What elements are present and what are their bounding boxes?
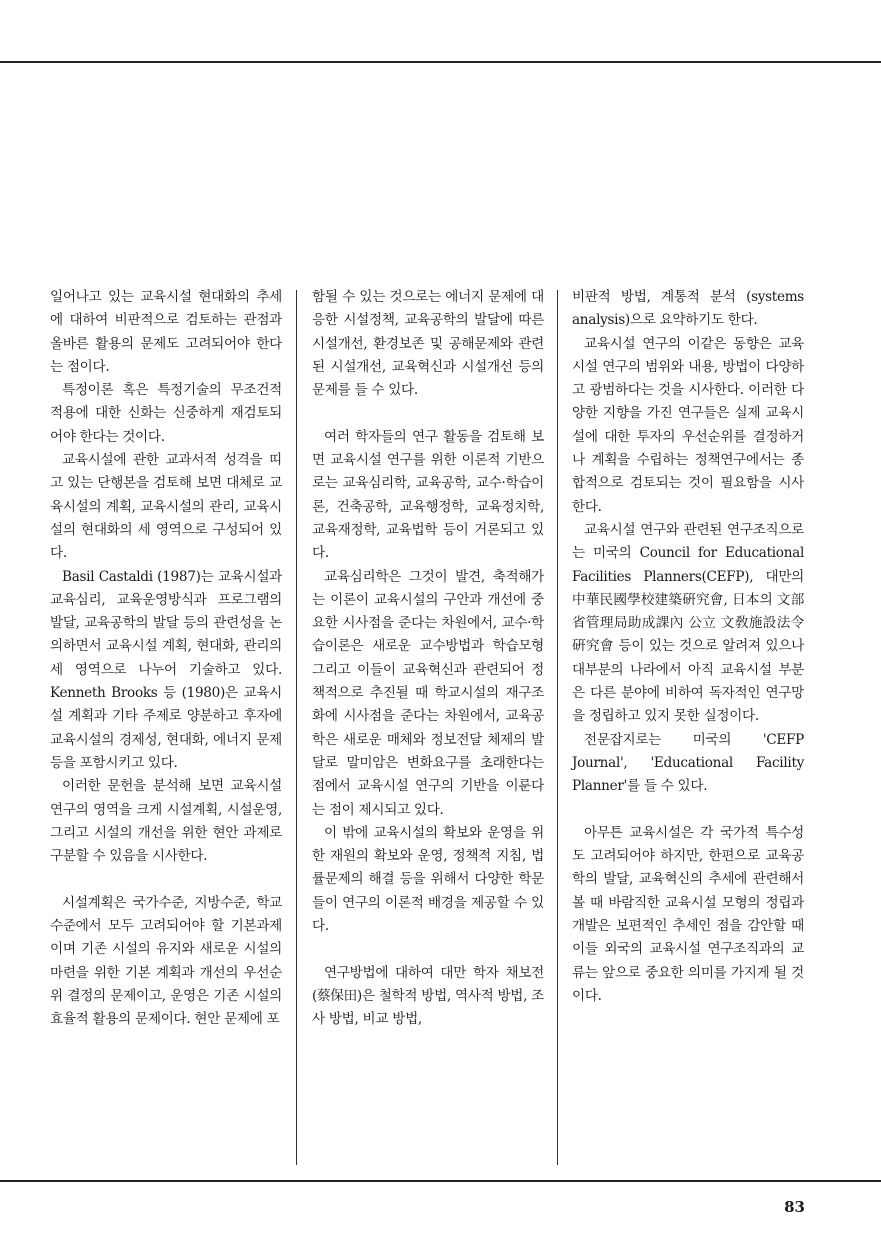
text-column-2 [312, 286, 544, 1032]
paragraph: 교육시설에 관한 교과서적 성격을 띠고 있는 단행본을 검토해 보면 대체로 교육시설의 계획, 교육시설의 관리, 교육시설의 현대화의 세 영역으로 구성되어 있다. [50, 452, 282, 562]
paragraph: 연구방법에 대하여 대만 학자 채보전(蔡保田)은 철학적 방법, 역사적 방법, 조사 방법, 비교 방법, [312, 964, 545, 1028]
top-rule [0, 61, 881, 63]
paragraph: 비판적 방법, 계통적 분석 (systems analysis)으로 요약하기도 한다. [572, 289, 804, 329]
column-divider [296, 290, 297, 1165]
column-divider [557, 290, 558, 1165]
paragraph: 시설계획은 국가수준, 지방수준, 학교수준에서 모두 고려되어야 할 기본과제이며 기존 시설의 유지와 새로운 시설의 마련을 위한 기본 계획과 개선의 우선순위 결정의 문제이고, 운영은 기존 시설의 효율적 활용의 문제이다. 현안 문제에 포 [50, 894, 282, 1028]
paragraph: 이러한 문헌을 분석해 보면 교육시설 연구의 영역을 크게 시설계획, 시설운영, 그리고 시설의 개선을 위한 현안 과제로 구분할 수 있음을 시사한다. [50, 778, 282, 865]
text-column-3 [572, 286, 804, 1008]
page-number: 83 [784, 1198, 805, 1216]
bottom-rule [0, 1180, 881, 1182]
paragraph: 이 밖에 교육시설의 확보와 운영을 위한 재원의 확보와 운영, 정책적 지침, 법률문제의 해결 등을 위해서 다양한 학문들이 연구의 이론적 배경을 제공할 수 있다. [312, 824, 544, 935]
text-column-1 [50, 286, 282, 1032]
paragraph: 교육시설 연구와 관련된 연구조직으로는 미국의 Council for Educational Facilities Planners(CEFP), 대만의 中華民國學校建築硏究會, 日本의 文部省管理局助成課內 公立 文敎施設法令硏究會 등이 있는 것으로 알려져 있으나 대부분의 나라에서 아직 교육시설 부분은 다른 분야에 비하여 독자적인 연구망을 정립하고 있지 못한 실정이다. [572, 521, 804, 725]
paragraph: 교육심리학은 그것이 발견, 축적해가는 이론이 교육시설의 구안과 개선에 중요한 시사점을 준다는 차원에서, 교수·학습이론은 새로운 교수방법과 학습모형 그리고 이들이 교육혁신과 관련되어 정책적으로 추진될 때 학교시설의 재구조화에 시사점을 준다는 차원에서, 교육공학은 새로운 매체와 정보전달 체제의 발달로 말미암은 변화요구를 초래한다는 점에서 교육시설 연구의 기반을 이룬다는 점이 제시되고 있다. [312, 568, 544, 818]
paragraph: 여러 학자들의 연구 활동을 검토해 보면 교육시설 연구를 위한 이론적 기반으로는 교육심리학, 교육공학, 교수·학습이론, 건축공학, 교육행정학, 교육정치학, 교육재정학, 교육법학 등이 거론되고 있다. [312, 428, 544, 562]
paragraph: 교육시설 연구의 이같은 동향은 교육시설 연구의 범위와 내용, 방법이 다양하고 광범하다는 것을 시사한다. 이러한 다양한 지향을 가진 연구들은 실제 교육시설에 대한 투자의 우선순위를 결정하거나 계획을 수립하는 정책연구에서는 종합적으로 검토되는 것이 필요함을 시사한다. [572, 335, 804, 515]
paragraph: 함될 수 있는 것으로는 에너지 문제에 대응한 시설정책, 교육공학의 발달에 따른 시설개선, 환경보존 및 공해문제와 관련된 시설개선, 교육혁신과 시설개선 등의 문제를 들 수 있다. [312, 289, 544, 399]
paragraph: 전문잡지로는 미국의 'CEFP Journal', 'Educational Facility Planner'를 들 수 있다. [572, 731, 804, 795]
paragraph: 일어나고 있는 교육시설 현대화의 추세에 대하여 비판적으로 검토하는 관점과 올바른 활용의 문제도 고려되어야 한다는 점이다. [50, 289, 282, 375]
paragraph: 아무튼 교육시설은 각 국가적 특수성도 고려되어야 하지만, 한편으로 교육공학의 발달, 교육혁신의 추세에 관련해서 볼 때 바람직한 교육시설 모형의 정립과 개발은 보편적인 추세인 점을 감안할 때 이들 외국의 교육시설 연구조직과의 교류는 앞으로 중요한 의미를 가지게 될 것이다. [572, 824, 804, 1004]
paragraph: Basil Castaldi (1987)는 교육시설과 교육심리, 교육운영방식과 프로그램의 발달, 교육공학의 발달 등의 관련성을 논의하면서 교육시설 계획, 현대화, 관리의 세 영역으로 나누어 기술하고 있다. Kenneth Brooks 등 (1980)은 교육시설 계획과 기타 주제로 양분하고 후자에 교육시설의 경제성, 현대화, 에너지 문제 등을 포함시키고 있다. [50, 568, 282, 771]
paragraph: 특정이론 혹은 특정기술의 무조건적 적용에 대한 신화는 신중하게 재검토되어야 한다는 것이다. [50, 382, 282, 445]
